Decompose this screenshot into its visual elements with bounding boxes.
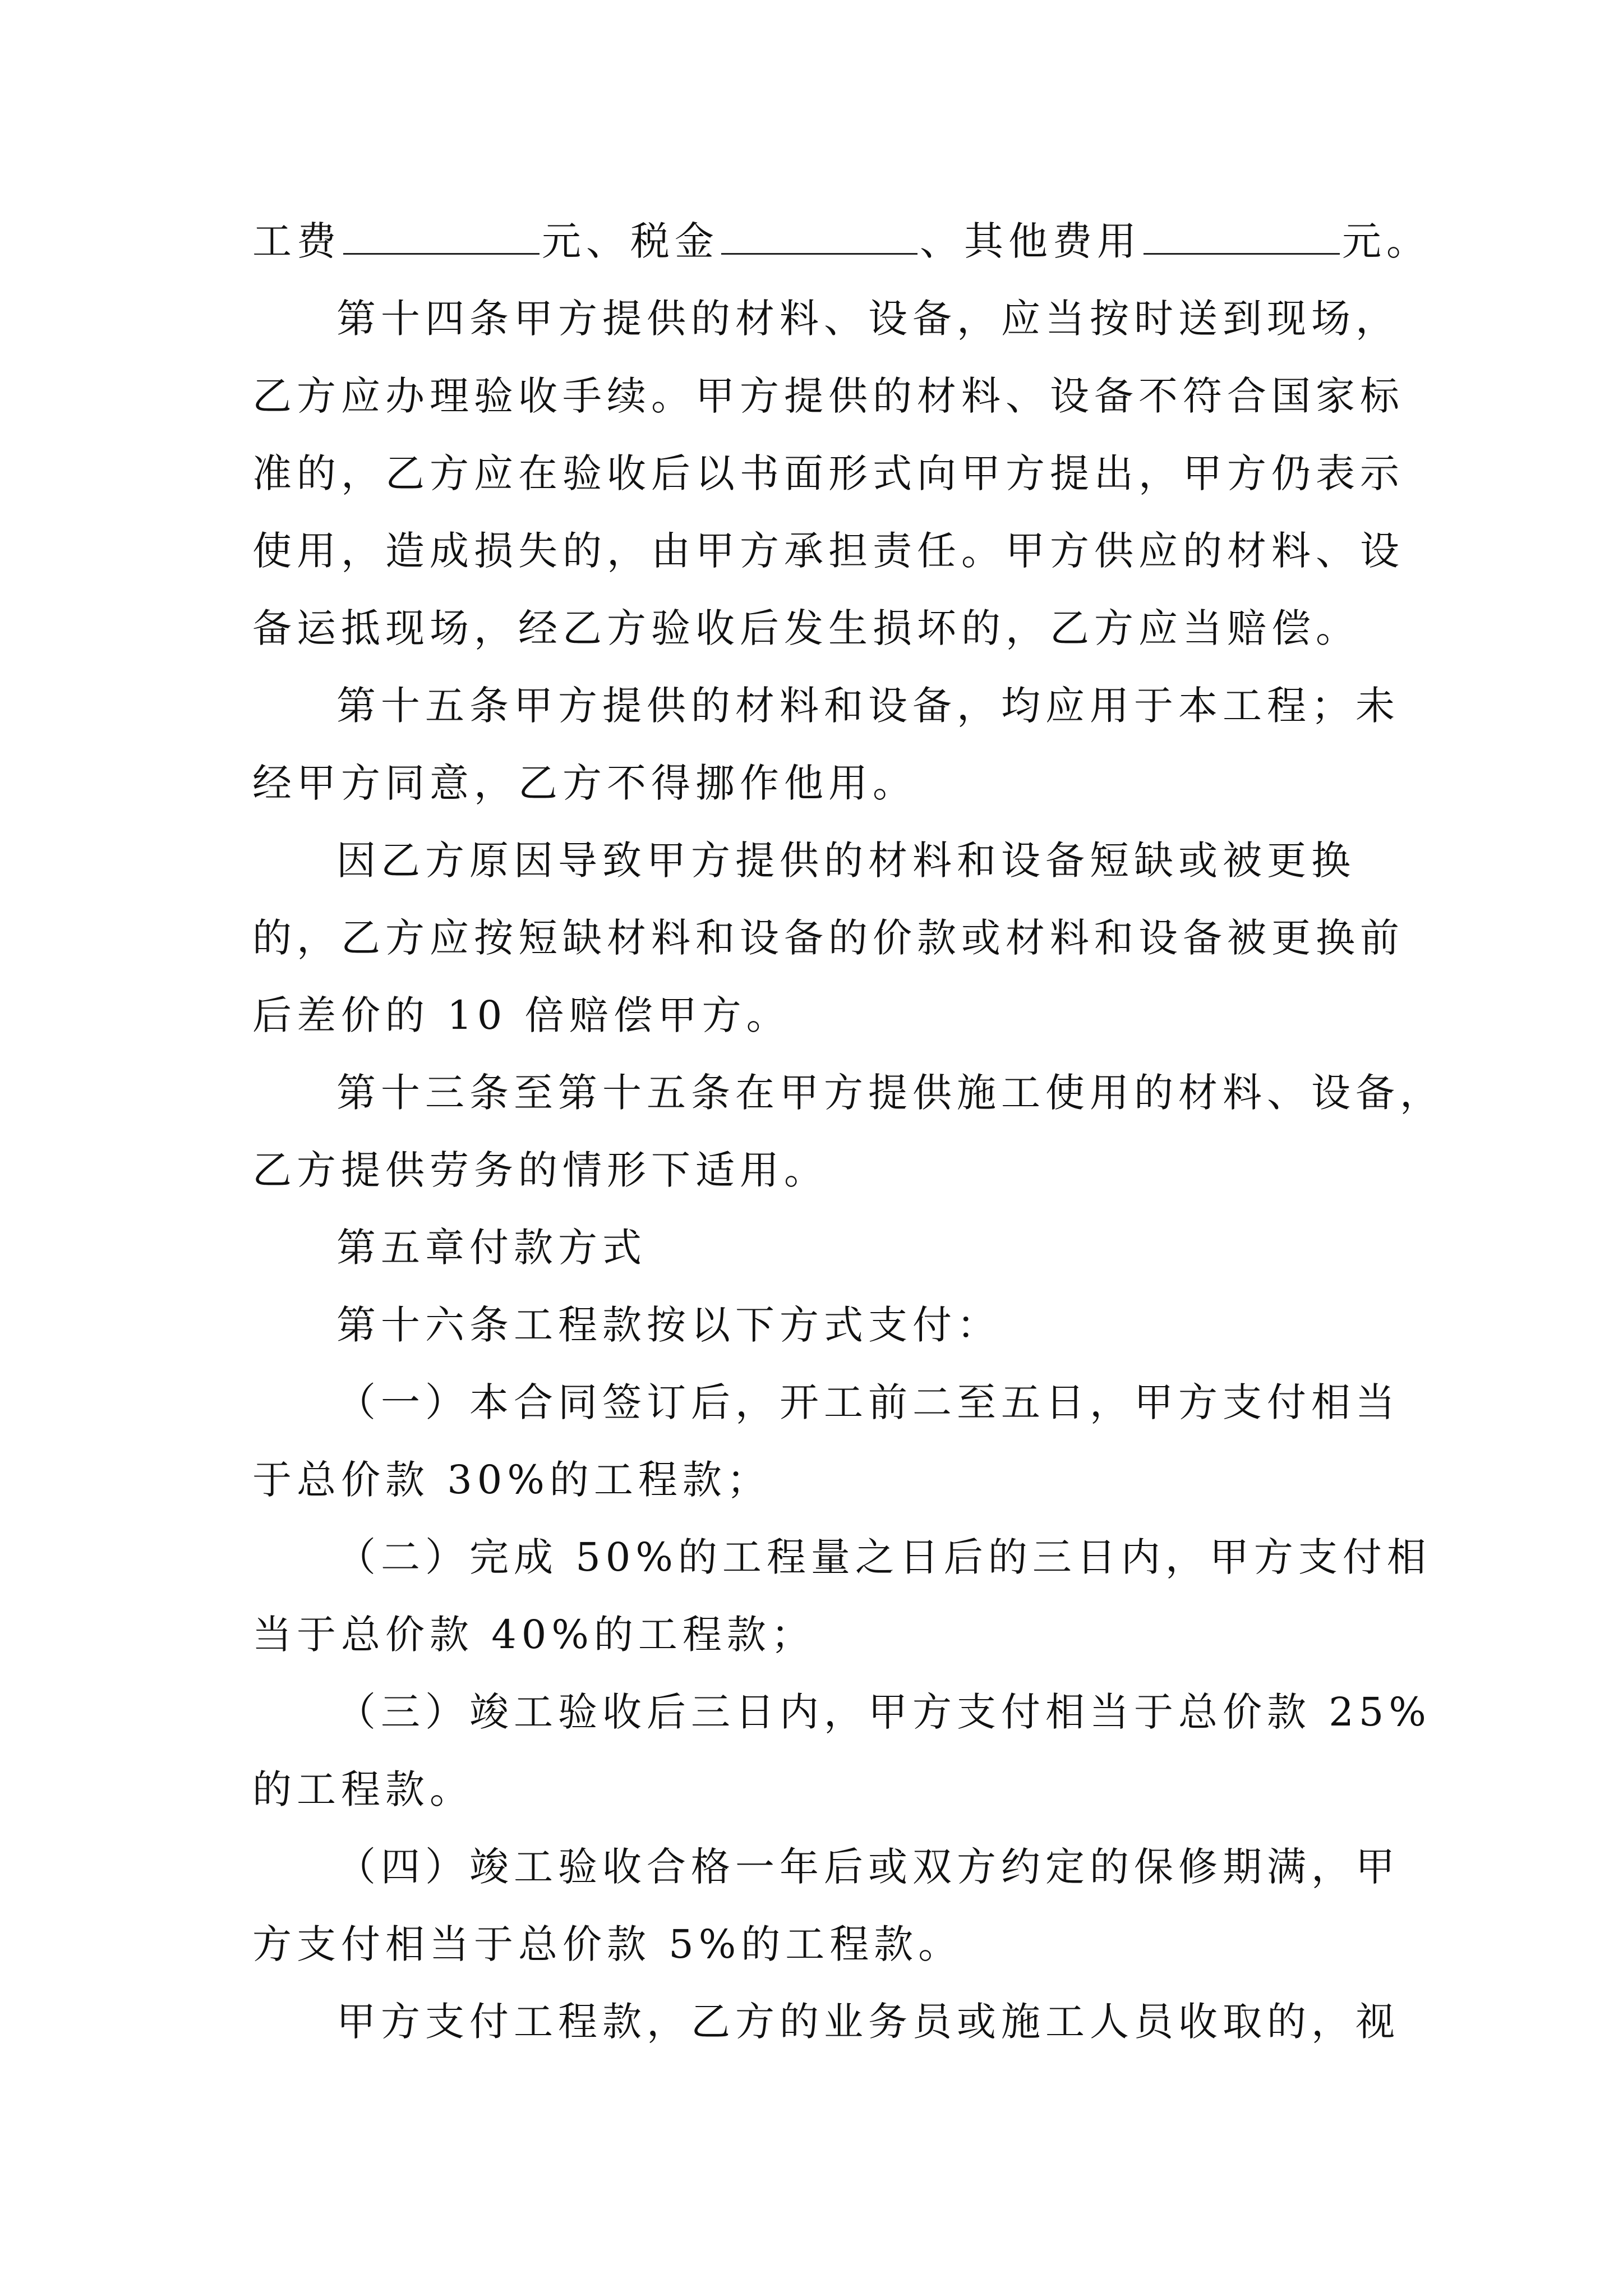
paragraph-line: 后差价的 10 倍赔偿甲方。 (252, 992, 791, 1038)
paragraph-line: 当于总价款 40%的工程款； (252, 1612, 815, 1658)
list-item: （一）本合同签订后，开工前二至五日，甲方支付相当 (336, 1379, 1400, 1425)
tax-blank[interactable] (721, 219, 917, 255)
paragraph-line: 备运抵现场，经乙方验收后发生损坏的，乙方应当赔偿。 (252, 605, 1360, 651)
paragraph-line: 第十五条甲方提供的材料和设备，均应用于本工程；未 (336, 683, 1400, 729)
paragraph-line: 第十六条工程款按以下方式支付： (336, 1302, 1001, 1348)
paragraph-line: 因乙方原因导致甲方提供的材料和设备短缺或被更换 (336, 838, 1355, 884)
paragraph-line: 乙方提供劳务的情形下适用。 (252, 1147, 828, 1193)
paragraph-line: 乙方应办理验收手续。甲方提供的材料、设备不符合国家标 (252, 373, 1404, 419)
other-fee-blank[interactable] (1144, 219, 1340, 255)
paragraph-line: 的工程款。 (252, 1766, 474, 1812)
paragraph-line: 经甲方同意，乙方不得挪作他用。 (252, 760, 917, 806)
fee-label-other: 、其他费用 (920, 218, 1141, 264)
paragraph-line: 第十三条至第十五条在甲方提供施工使用的材料、设备， (336, 1070, 1444, 1116)
fee-label-labor: 工费 (252, 218, 341, 264)
paragraph-line: 甲方支付工程款，乙方的业务员或施工人员收取的，视 (336, 1999, 1400, 2045)
paragraph-line: 使用，造成损失的，由甲方承担责任。甲方供应的材料、设 (252, 528, 1404, 574)
paragraph-line: 方支付相当于总价款 5%的工程款。 (252, 1921, 963, 1967)
labor-fee-blank[interactable] (343, 219, 540, 255)
paragraph-line: 的，乙方应按短缺材料和设备的价款或材料和设备被更换前 (252, 915, 1404, 961)
paragraph-line: 于总价款 30%的工程款； (252, 1457, 771, 1503)
paragraph-line: 第十四条甲方提供的材料、设备，应当按时送到现场， (336, 296, 1400, 342)
list-item: （四）竣工验收合格一年后或双方约定的保修期满，甲 (336, 1844, 1400, 1890)
fee-label-end: 元。 (1342, 218, 1431, 264)
list-item: （二）完成 50%的工程量之日后的三日内，甲方支付相 (336, 1534, 1431, 1580)
paragraph-line: 准的，乙方应在验收后以书面形式向甲方提出，甲方仍表示 (252, 450, 1404, 496)
chapter-heading: 第五章付款方式 (336, 1225, 647, 1271)
fee-label-tax: 元、税金 (542, 218, 719, 264)
fee-line (252, 213, 1431, 269)
list-item: （三）竣工验收后三日内，甲方支付相当于总价款 25% (336, 1689, 1431, 1735)
